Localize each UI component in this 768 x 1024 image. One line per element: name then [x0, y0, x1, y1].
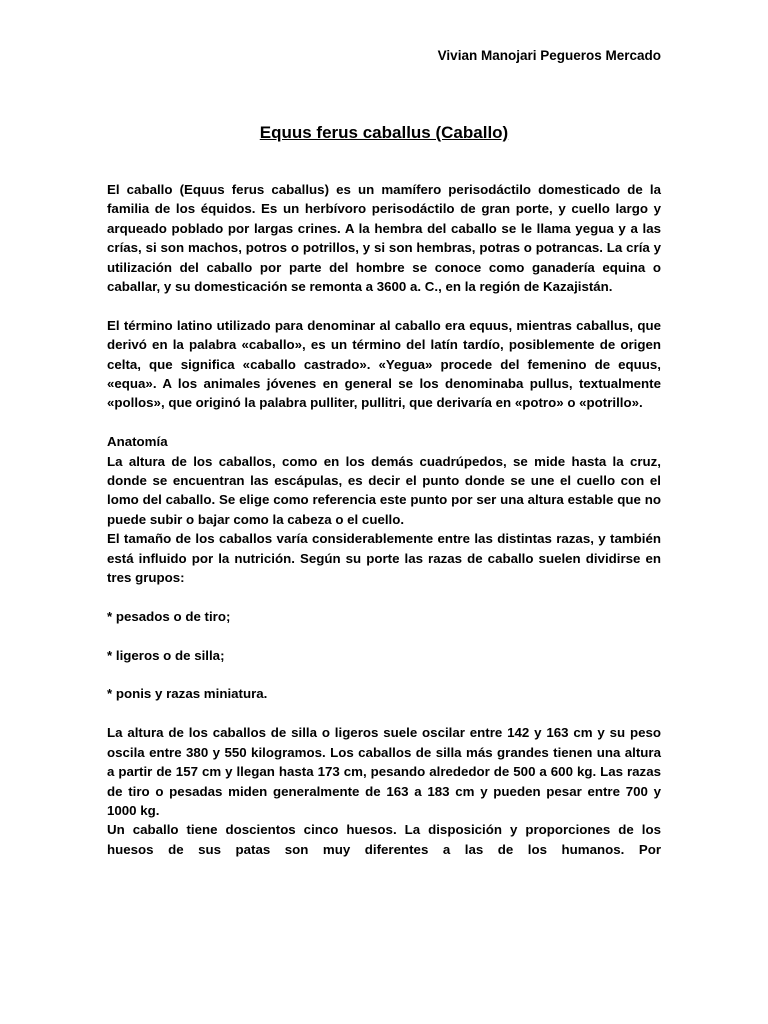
paragraph-spacer: [107, 665, 661, 684]
paragraph-introduction: El caballo (Equus ferus caballus) es un mamífero perisodáctilo domesticado de la familia de los équidos. Es un herbívoro perisodáctilo de gran porte, y cuello largo y arqueado poblado por largas crines. A la hembra del caballo se le llama yegua y a las crías, si son machos, potros o potrillos, y si son hembras, potras o potrancas. La cría y utilización del caballo por parte del hombre se conoce como ganadería equina o caballar, y su domesticación se remonta a 3600 a. C., en la región de Kazajistán.: [107, 182, 661, 295]
paragraph-spacer: [107, 296, 661, 315]
paragraph-etymology: El término latino utilizado para denominar al caballo era equus, mientras caballus, que derivó en la palabra «caballo», es un término del latín tardío, posiblemente de origen celta, que significa «caballo castrado». «Yegua» procede del femenino de equus, «equa». A los animales jóvenes en general se los denominaba pullus, textualmente «pollos», que originó la palabra pulliter, pullitri, que derivaría en «potro» o «potrillo».: [107, 317, 661, 411]
list-item-ponies: * ponis y razas miniatura.: [107, 686, 268, 702]
paragraph-spacer: [107, 413, 661, 432]
paragraph-spacer: [107, 704, 661, 723]
list-item-light: * ligeros o de silla;: [107, 647, 225, 663]
paragraph-size-groups: El tamaño de los caballos varía considerablemente entre las distintas razas, y también está influido por la nutrición. Según su porte las razas de caballo suelen dividirse en tres grupos:: [107, 531, 661, 586]
paragraph-bones: Un caballo tiene doscientos cinco huesos. La disposición y proporciones de los huesos de sus patas son muy diferentes a las de los humanos. Por: [107, 822, 661, 857]
section-heading-anatomy: Anatomía: [107, 434, 168, 450]
paragraph-spacer: [107, 588, 661, 607]
paragraph-height-measurement: La altura de los caballos, como en los demás cuadrúpedos, se mide hasta la cruz, donde se encuentran las escápulas, es decir el punto donde se une el cuello con el lomo del caballo. Se elige como referencia este punto por ser una altura estable que no puede subir o bajar como la cabeza o el cuello.: [107, 453, 661, 527]
list-item-heavy: * pesados o de tiro;: [107, 608, 231, 624]
document-body: [107, 180, 661, 859]
author-name: Vivian Manojari Pegueros Mercado: [437, 48, 661, 63]
paragraph-spacer: [107, 626, 661, 645]
paragraph-heights-weights: La altura de los caballos de silla o ligeros suele oscilar entre 142 y 163 cm y su peso oscila entre 380 y 550 kilogramos. Los caballos de silla más grandes tienen una altura a partir de 157 cm y llegan hasta 173 cm, pesando alrededor de 500 a 600 kg. Las razas de tiro o pesadas miden generalmente de 163 a 183 cm y pueden pesar entre 700 y 1000 kg.: [107, 725, 661, 818]
document-title: Equus ferus caballus (Caballo): [259, 123, 509, 142]
